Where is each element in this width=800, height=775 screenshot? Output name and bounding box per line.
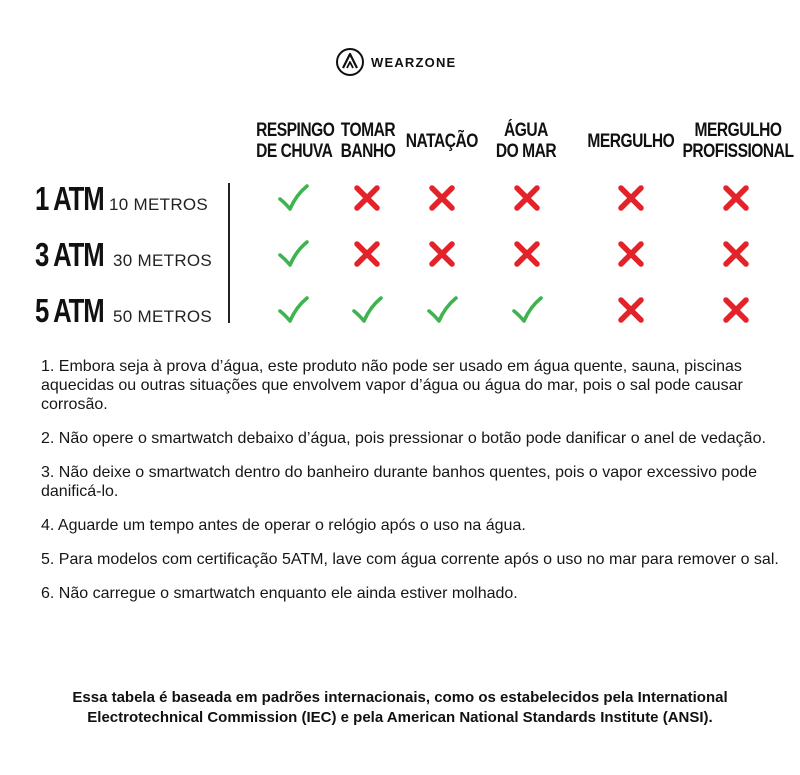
atm-rating: 5 ATM — [35, 292, 104, 329]
check-icon — [276, 293, 310, 327]
cross-icon — [719, 237, 753, 271]
depth-label: 30 METROS — [113, 251, 213, 270]
check-icon — [276, 181, 310, 215]
brand-name: WEARZONE — [371, 54, 457, 70]
check-icon — [350, 293, 384, 327]
cross-icon — [425, 237, 459, 271]
cross-icon — [350, 237, 384, 271]
atm-rating: 3 ATM — [35, 236, 104, 273]
column-header-diving: MERGULHO — [587, 131, 675, 152]
cross-icon — [614, 237, 648, 271]
cross-icon — [719, 181, 753, 215]
note-item: 6. Não carregue o smartwatch enquanto ele ainda estiver molhado. — [41, 585, 518, 602]
row-label-1atm — [35, 180, 208, 220]
check-icon — [425, 293, 459, 327]
note-item: 5. Para modelos com certificação 5ATM, lave com água corrente após o uso no mar para remover o sal. — [41, 551, 779, 568]
note-item: 2. Não opere o smartwatch debaixo d’água, pois pressionar o botão pode danificar o anel de vedação. — [41, 430, 766, 447]
cross-icon — [425, 181, 459, 215]
atm-rating: 1 ATM — [35, 180, 104, 217]
cross-icon — [614, 181, 648, 215]
cross-icon — [510, 237, 544, 271]
brand-logo — [335, 46, 456, 78]
cross-icon — [350, 181, 384, 215]
table-divider — [228, 183, 230, 323]
cross-icon — [719, 293, 753, 327]
standards-footnote: Essa tabela é baseada em padrões internacionais, como os estabelecidos pela International Electrotechnical Commission (IEC) e pela American National Standards Institute (ANSI). — [72, 689, 728, 726]
wearzone-logo-icon — [335, 47, 365, 77]
check-icon — [276, 237, 310, 271]
column-header-shower: TOMAR BANHO — [340, 120, 396, 162]
check-icon — [510, 293, 544, 327]
cross-icon — [614, 293, 648, 327]
usage-notes — [41, 357, 781, 618]
column-header-seawater: ÁGUA DO MAR — [495, 120, 557, 162]
depth-label: 10 METROS — [109, 195, 209, 214]
row-label-3atm — [35, 236, 212, 276]
row-label-5atm — [35, 292, 212, 332]
depth-label: 50 METROS — [113, 307, 213, 326]
column-header-rain: RESPINGO DE CHUVA — [256, 120, 335, 162]
column-header-swimming: NATAÇÃO — [405, 131, 478, 152]
note-item: 1. Embora seja à prova d’água, este produto não pode ser usado em água quente, sauna, piscinas aquecidas ou outras situações que envolvem vapor d’água ou água do mar, pois o sal pode causar corrosão. — [41, 358, 743, 413]
column-header-pro-diving: MERGULHO PROFISSIONAL — [682, 120, 794, 162]
note-item: 3. Não deixe o smartwatch dentro do banheiro durante banhos quentes, pois o vapor excessivo pode danificá-lo. — [41, 464, 758, 500]
note-item: 4. Aguarde um tempo antes de operar o relógio após o uso na água. — [41, 517, 526, 534]
cross-icon — [510, 181, 544, 215]
